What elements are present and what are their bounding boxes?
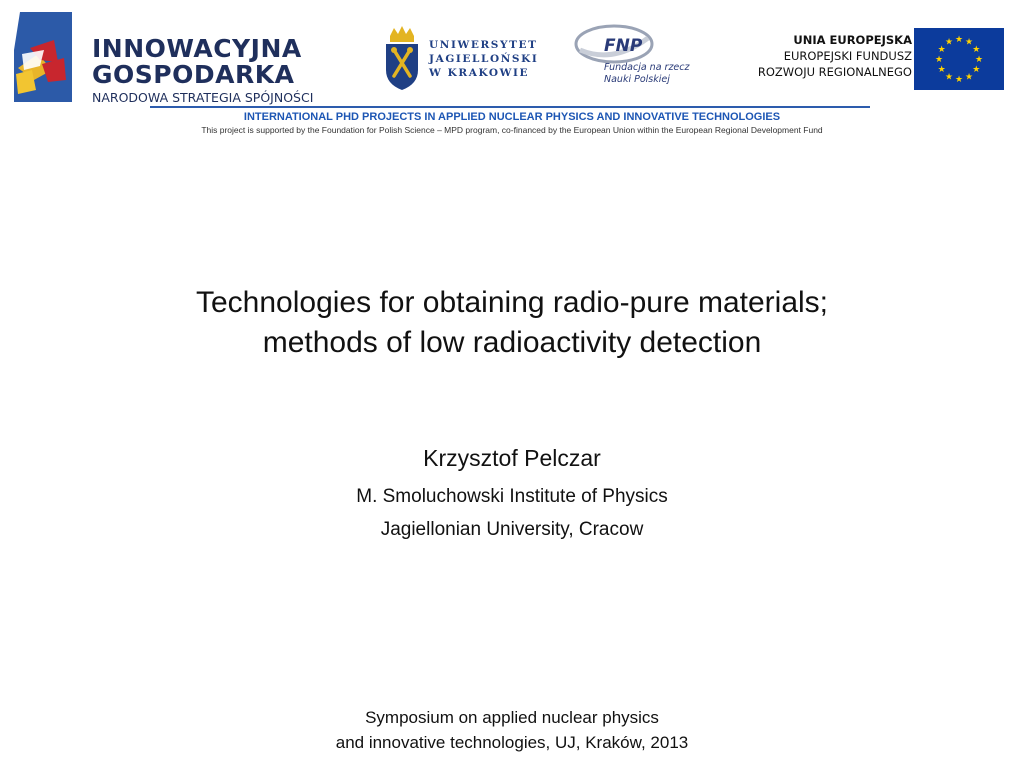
logo-text-line2: GOSPODARKA <box>92 60 295 89</box>
eu-star-icon: ★ <box>937 45 946 55</box>
event-line2: and innovative technologies, UJ, Kraków, 2013 <box>335 733 689 752</box>
eu-star-icon: ★ <box>934 55 944 65</box>
event-line1: Symposium on applied nuclear physics <box>365 708 659 727</box>
eu-star-icon: ★ <box>972 45 981 55</box>
eu-star-icon: ★ <box>964 72 974 83</box>
unia-europejska-logo <box>740 28 1008 90</box>
eu-star-icon: ★ <box>954 35 964 45</box>
program-title: INTERNATIONAL PHD PROJECTS IN APPLIED NUCLEAR PHYSICS AND INNOVATIVE TECHNOLOGIES <box>243 111 781 123</box>
fnp-logo-text: Fundacja na rzecz Nauki Polskiej <box>604 62 690 85</box>
uniwersytet-jagiellonski-logo <box>382 26 539 96</box>
author-name: Krzysztof Pelczar <box>423 445 601 471</box>
institute-name: M. Smoluchowski Institute of Physics <box>356 486 668 507</box>
program-funding-note: This project is supported by the Foundation for Polish Science – MPD program, co-financed by the European Union within the European Regional Development Fund <box>201 125 823 135</box>
eu-fund-logo-text: UNIA EUROPEJSKA EUROPEJSKI FUNDUSZ ROZWOJU REGIONALNEGO <box>757 33 912 79</box>
svg-text:FNP: FNP <box>604 36 643 56</box>
event-info <box>0 705 1024 755</box>
eu-flag-icon <box>914 28 1004 90</box>
eu-star-icon: ★ <box>944 37 954 48</box>
innowacyjna-gospodarka-logo <box>12 10 332 105</box>
slide-title <box>0 283 1024 363</box>
slide-title-line2: methods of low radioactivity detection <box>262 326 762 359</box>
slide-title-line1: Technologies for obtaining radio-pure materials; <box>195 286 829 319</box>
eu-star-icon: ★ <box>937 65 946 75</box>
fnp-logo <box>574 24 704 94</box>
eu-star-icon: ★ <box>954 75 964 85</box>
header-divider <box>150 106 870 108</box>
eu-star-icon: ★ <box>974 55 984 65</box>
eu-star-icon: ★ <box>944 72 954 83</box>
university-logo-text: UNIWERSYTET JAGIELLOŃSKI W KRAKOWIE <box>429 39 539 79</box>
fnp-emblem-icon <box>574 24 654 64</box>
university-crest-icon <box>382 26 422 92</box>
logo-text-line3: NARODOWA STRATEGIA SPÓJNOŚCI <box>92 90 314 105</box>
university-name: Jagiellonian University, Cracow <box>380 519 644 540</box>
eu-star-icon: ★ <box>964 37 974 48</box>
logo-text-line1: INNOWACYJNA <box>92 34 302 63</box>
innowacyjna-emblem-icon <box>12 10 88 105</box>
eu-star-icon: ★ <box>972 65 981 75</box>
